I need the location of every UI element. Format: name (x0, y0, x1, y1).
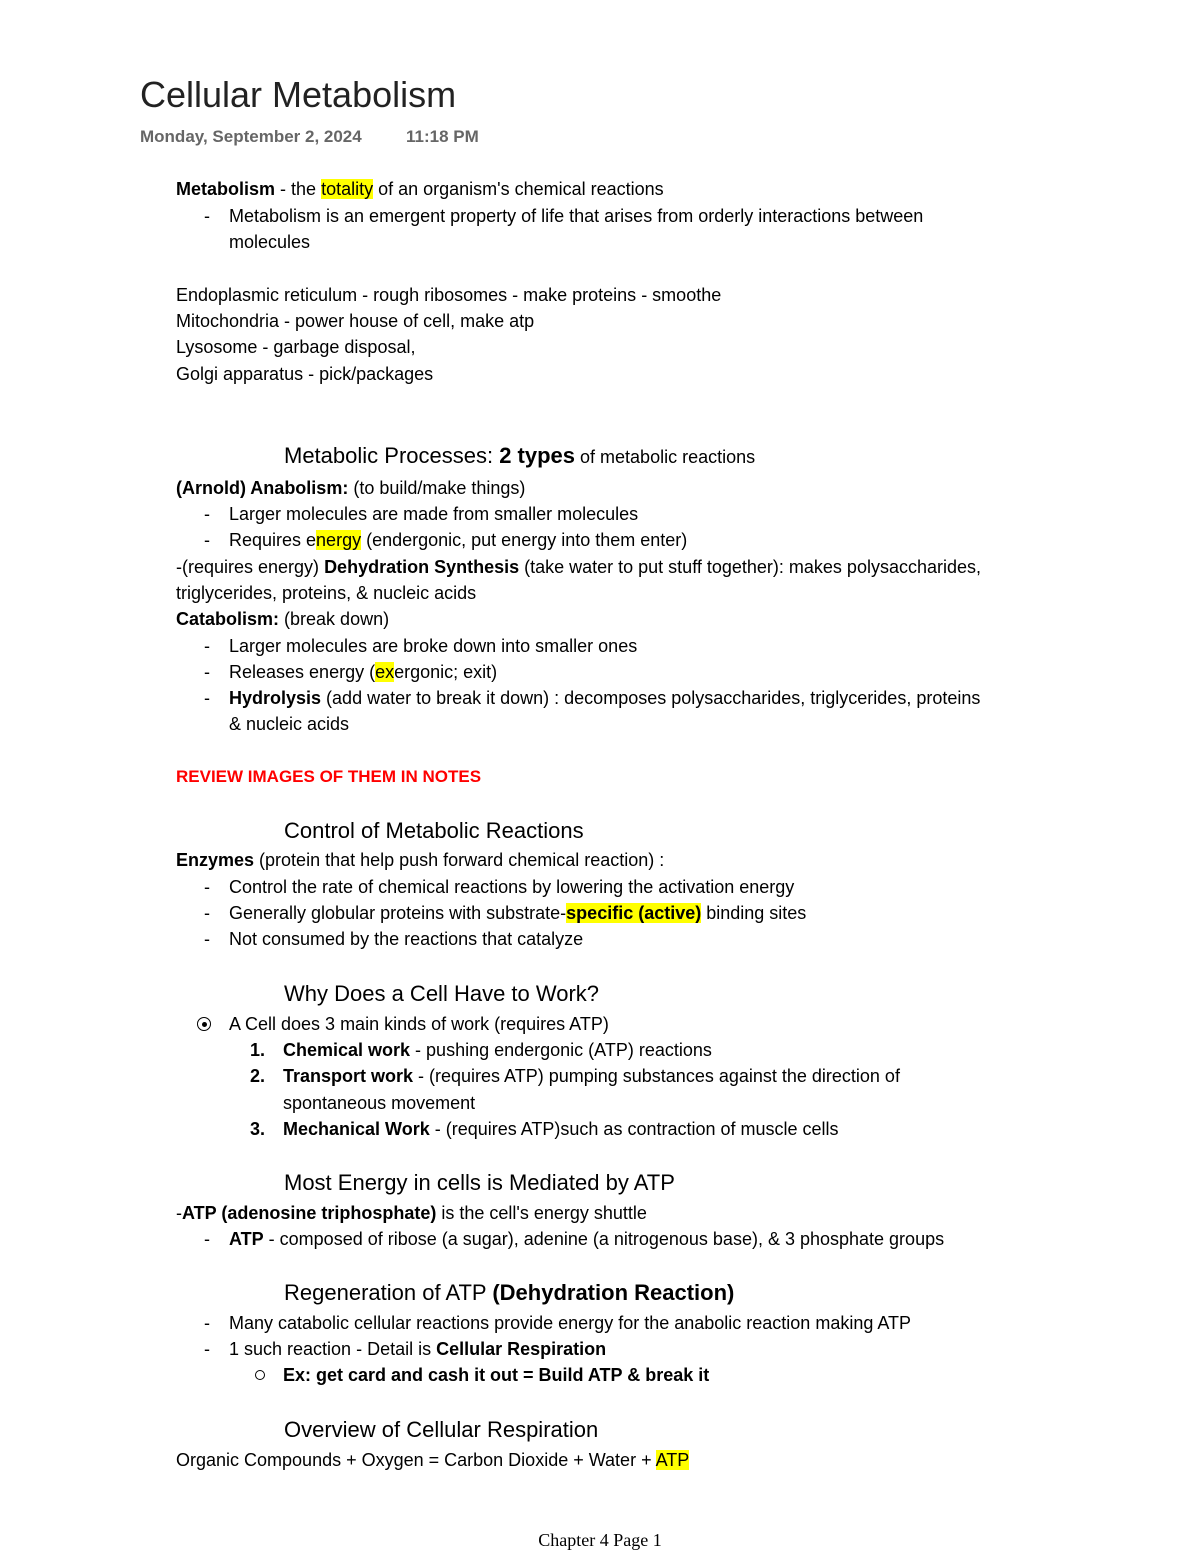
dash-bullet: - (204, 877, 210, 897)
dehydration-line-cont: triglycerides, proteins, & nucleic acids (176, 583, 477, 603)
work-item-cont: spontaneous movement (283, 1093, 476, 1113)
page-time: 11:18 PM (406, 127, 479, 146)
dash-bullet: - (204, 206, 210, 226)
catabolism-bullet: Releases energy (exergonic; exit) (229, 662, 498, 682)
enzyme-bullet: Generally globular proteins with substrate-specific (active) binding sites (229, 903, 807, 923)
anabolism-bullet: Requires energy (endergonic, put energy into them enter) (229, 530, 688, 550)
metabolism-definition: Metabolism - the totality of an organism's chemical reactions (176, 179, 664, 199)
atp-line: -ATP (adenosine triphosphate) is the cell's energy shuttle (176, 1203, 647, 1223)
enzymes-line: Enzymes (protein that help push forward chemical reaction) : (176, 850, 665, 870)
regen-bullet: 1 such reaction - Detail is Cellular Respiration (229, 1339, 607, 1359)
dash-bullet: - (204, 636, 210, 656)
dash-bullet: - (204, 504, 210, 524)
dash-bullet: - (204, 1313, 210, 1333)
catabolism-bullet: Larger molecules are broke down into smaller ones (229, 636, 638, 656)
page-footer: Chapter 4 Page 1 (538, 1530, 662, 1550)
organelle-line: Endoplasmic reticulum - rough ribosomes - make proteins - smoothe (176, 285, 722, 305)
anabolism-line: (Arnold) Anabolism: (to build/make things) (176, 478, 526, 498)
heading-work: Why Does a Cell Have to Work? (284, 981, 600, 1006)
heading-atp: Most Energy in cells is Mediated by ATP (284, 1170, 675, 1195)
dash-bullet: - (204, 1229, 210, 1249)
review-note: REVIEW IMAGES OF THEM IN NOTES (176, 767, 482, 786)
dehydration-line: -(requires energy) Dehydration Synthesis (take water to put stuff together): makes polysaccharides, (176, 557, 982, 577)
regen-sub-bullet: Ex: get card and cash it out = Build ATP & break it (283, 1365, 710, 1385)
list-number: 2. (250, 1066, 266, 1086)
page-date: Monday, September 2, 2024 (140, 127, 362, 146)
dash-bullet: - (204, 1339, 210, 1359)
atp-bullet: ATP - composed of ribose (a sugar), adenine (a nitrogenous base), & 3 phosphate groups (229, 1229, 945, 1249)
catabolism-line: Catabolism: (break down) (176, 609, 390, 629)
circle-bullet-icon (197, 1017, 211, 1031)
work-item: Mechanical Work - (requires ATP)such as contraction of muscle cells (283, 1119, 839, 1139)
organelle-line: Mitochondria - power house of cell, make atp (176, 311, 535, 331)
organelle-line: Lysosome - garbage disposal, (176, 337, 416, 357)
organelle-line: Golgi apparatus - pick/packages (176, 364, 434, 384)
dash-bullet: - (204, 662, 210, 682)
highlight-totality: totality (321, 179, 374, 199)
highlight-atp: ATP (655, 1450, 690, 1470)
open-circle-bullet-icon (255, 1370, 265, 1380)
highlight-specific: specific (active) (566, 903, 702, 923)
enzyme-bullet: Not consumed by the reactions that catalyze (229, 929, 584, 949)
regen-bullet: Many catabolic cellular reactions provide energy for the anabolic reaction making ATP (229, 1313, 912, 1333)
work-intro: A Cell does 3 main kinds of work (requires ATP) (229, 1014, 609, 1034)
work-item: Transport work - (requires ATP) pumping substances against the direction of (283, 1066, 900, 1086)
heading-regeneration: Regeneration of ATP (Dehydration Reaction) (284, 1280, 735, 1305)
dash-bullet: - (204, 929, 210, 949)
list-number: 1. (250, 1040, 266, 1060)
highlight-energy: nergy (316, 530, 362, 550)
anabolism-bullet: Larger molecules are made from smaller molecules (229, 504, 639, 524)
catabolism-bullet: Hydrolysis (add water to break it down) : decomposes polysaccharides, triglycerides, proteins (229, 688, 981, 708)
dash-bullet: - (204, 688, 210, 708)
heading-metabolic-processes: Metabolic Processes: 2 types of metabolic reactions (284, 443, 756, 468)
respiration-equation: Organic Compounds + Oxygen = Carbon Dioxide + Water + ATP (176, 1450, 690, 1470)
list-number: 3. (250, 1119, 266, 1139)
enzyme-bullet: Control the rate of chemical reactions by lowering the activation energy (229, 877, 795, 897)
metabolism-bullet-cont: molecules (229, 232, 311, 252)
dash-bullet: - (204, 903, 210, 923)
heading-control: Control of Metabolic Reactions (284, 818, 584, 843)
page-title: Cellular Metabolism (140, 74, 457, 115)
metabolism-bullet: Metabolism is an emergent property of life that arises from orderly interactions between (229, 206, 924, 226)
dash-bullet: - (204, 530, 210, 550)
heading-respiration: Overview of Cellular Respiration (284, 1417, 599, 1442)
highlight-ex: ex (375, 662, 395, 682)
work-item: Chemical work - pushing endergonic (ATP) reactions (283, 1040, 712, 1060)
catabolism-bullet-cont: & nucleic acids (229, 714, 350, 734)
metabolism-term: Metabolism (176, 179, 276, 199)
